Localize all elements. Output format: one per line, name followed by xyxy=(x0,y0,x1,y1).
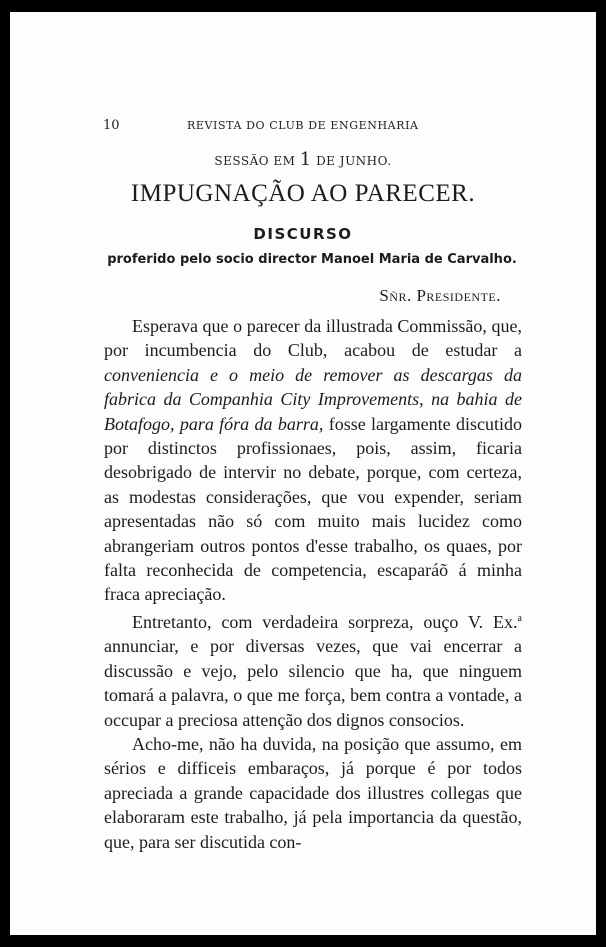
main-heading: IMPUGNAÇÃO AO PARECER. xyxy=(130,180,476,207)
paragraph-1-italic: conveniencia e o meio de remover as descargas da fabrica da Companhia City Improvements, na bahia de Botafogo, para fóra da barra, xyxy=(104,364,522,434)
paragraph-2-part-b: annunciar, e por diversas vezes, que vai encerrar a discussão e vejo, pelo silencio que ha, que ninguem tomará a palavra, o que me força, bem contra a vontade, a occupar a preciosa attenção dos dignos consocios. xyxy=(104,636,522,730)
journal-title: REVISTA DO CLUB DE ENGENHARIA xyxy=(187,119,419,132)
speaker-line: proferido pelo socio director Manoel Maria de Carvalho. xyxy=(107,252,517,267)
session-suffix: DE JUNHO. xyxy=(316,154,392,168)
paragraph-1-part-a: Esperava que o parecer da illustrada Commissão, que, por incumbencia do Club, acabou de estudar a xyxy=(104,316,522,361)
paragraph-2-superscript: a xyxy=(517,612,522,624)
address-salutation: Sñr. Presidente. xyxy=(379,286,501,305)
paragraph-2 xyxy=(104,607,522,732)
speech-label: DISCURSO xyxy=(253,225,353,243)
running-header xyxy=(103,116,521,138)
page-number: 10 xyxy=(103,118,120,133)
paragraph-1 xyxy=(104,314,522,607)
paragraph-2-part-a: Entretanto, com verdadeira sorpreza, ouço V. Ex. xyxy=(132,611,518,632)
session-prefix: SESSÃO EM xyxy=(214,154,296,168)
body-text xyxy=(104,314,522,854)
paragraph-3: Acho-me, não ha duvida, na posição que assumo, em sérios e difficeis embaraços, já porque é por todos apreciada a grande capacidade dos illustres collegas que elaboraram este trabalho, já pela importancia da questão, que, para ser discutida con- xyxy=(104,733,522,852)
session-day: 1 xyxy=(299,149,312,170)
session-date xyxy=(10,149,596,170)
paragraph-1-part-c: fosse largamente discutido por distinctos profissionaes, pois, assim, ficaria desobrigado de intervir no debate, porque, com certeza, as modestas considerações, que vou expender, seriam apresentadas não só com muito mais lucidez como abrangeriam outros pontos d'esse trabalho, os quaes, por falta reconhecida de competencia, escaparáõ á minha fraca apreciação. xyxy=(104,413,522,605)
book-page xyxy=(10,12,596,935)
